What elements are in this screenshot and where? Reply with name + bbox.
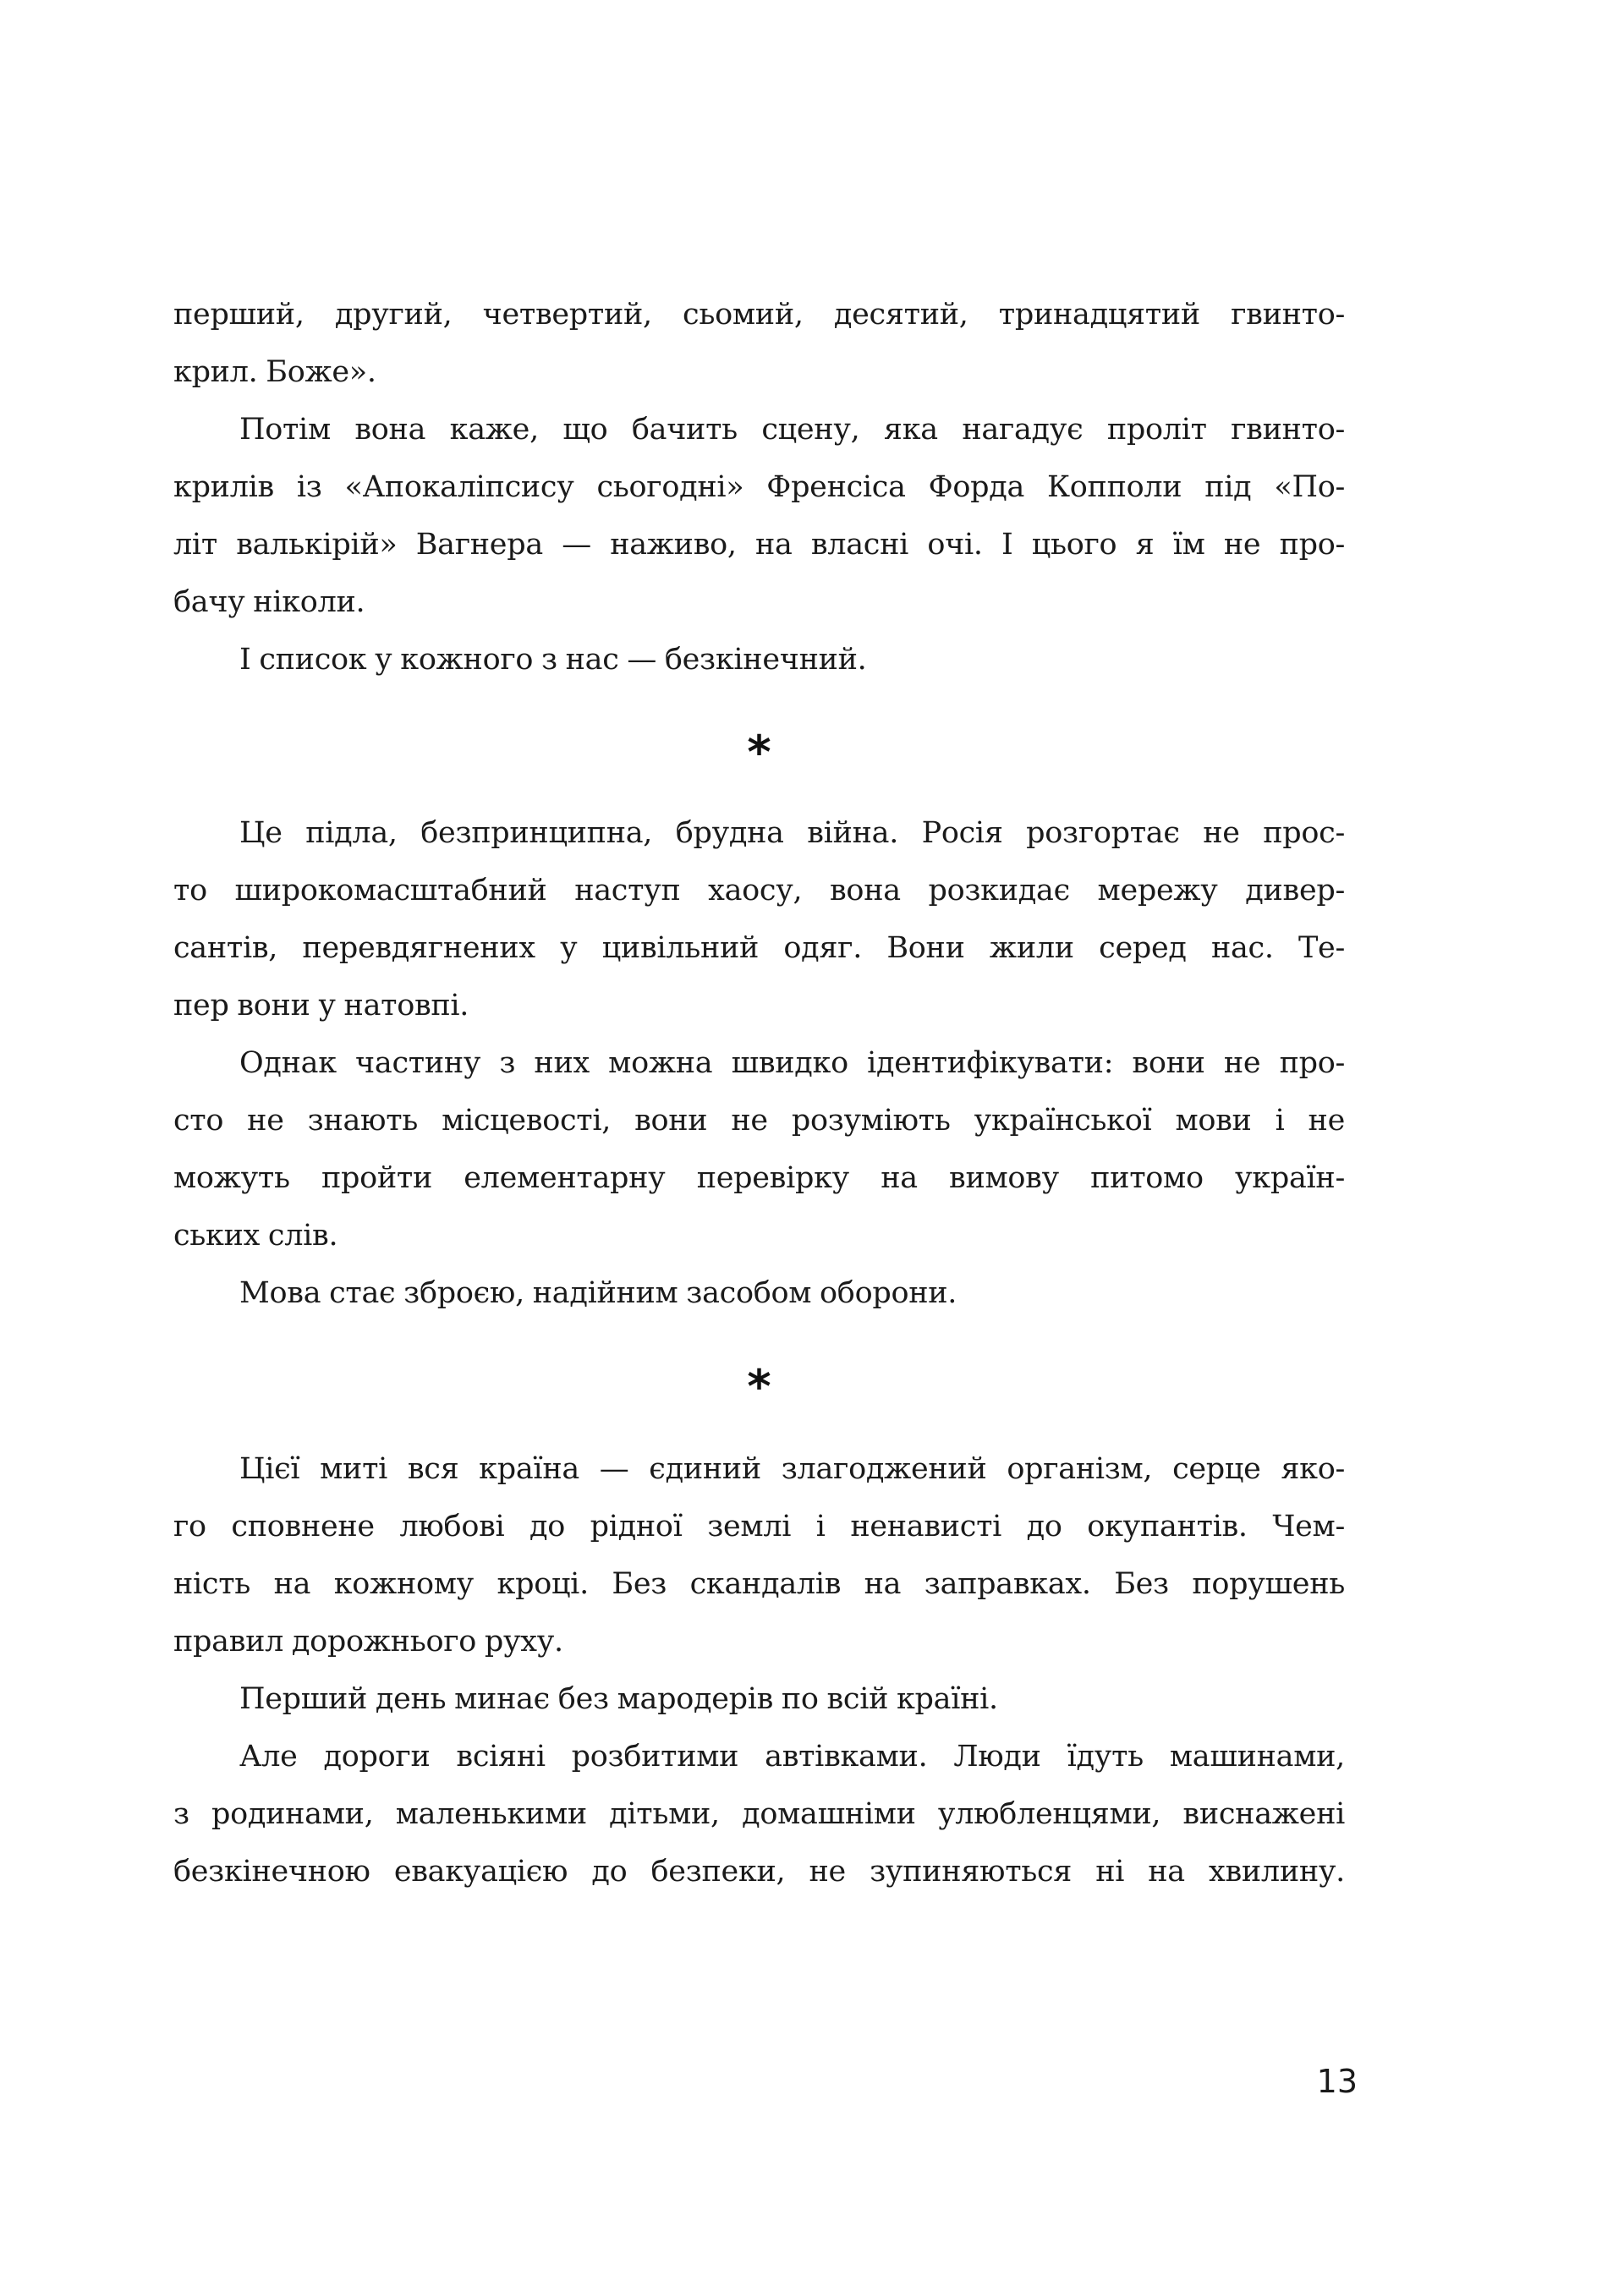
page-number: 13 <box>1316 2063 1358 2100</box>
text-line: правил дорожнього руху. <box>173 1625 563 1659</box>
text-line: ських слів. <box>173 1219 338 1253</box>
text-line: крилів із «Апокаліпсису сьогодні» Френсіса Форда Копполи під «По- <box>173 470 1345 504</box>
text-line: сантів, перевдягнених у цивільний одяг. Вони жили серед нас. Те- <box>173 931 1345 965</box>
paragraph-start-line: Це підла, безпринципна, брудна війна. Росія розгортає не прос- <box>239 816 1345 850</box>
text-line: крил. Боже». <box>173 355 376 389</box>
paragraph-start-line: Потім вона каже, що бачить сцену, яка нагадує проліт гвинто- <box>239 413 1345 447</box>
text-line: бачу ніколи. <box>173 585 365 619</box>
text-line: го сповнене любові до рідної землі і ненависті до окупантів. Чем- <box>173 1510 1345 1543</box>
text-line: перший, другий, четвертий, сьомий, десятий, тринадцятий гвинто- <box>173 298 1345 332</box>
text-line: ність на кожному кроці. Без скандалів на заправках. Без порушень <box>173 1567 1345 1601</box>
text-line: сто не знають місцевості, вони не розуміють української мови і не <box>173 1104 1345 1138</box>
paragraph-start-line: Але дороги всіяні розбитими автівками. Люди їдуть машинами, <box>239 1740 1345 1774</box>
text-line: безкінечною евакуацією до безпеки, не зупиняються ні на хвилину. <box>173 1855 1345 1889</box>
text-line: пер вони у натовпі. <box>173 989 469 1023</box>
section-separator-asterisk-icon: * <box>747 1360 771 1413</box>
paragraph-start-line: Однак частину з них можна швидко ідентифікувати: вони не про- <box>239 1046 1345 1080</box>
paragraph-start-line: Перший день минає без мародерів по всій країні. <box>239 1682 998 1716</box>
text-line: можуть пройти елементарну перевірку на вимову питомо україн- <box>173 1161 1345 1195</box>
paragraph-start-line: І список у кожного з нас — безкінечний. <box>239 643 867 677</box>
text-line: то широкомасштабний наступ хаосу, вона розкидає мережу дивер- <box>173 874 1345 907</box>
paragraph-start-line: Мова стає зброєю, надійним засобом оборони. <box>239 1276 957 1310</box>
text-line: літ валькірій» Вагнера — наживо, на власні очі. І цього я їм не про- <box>173 528 1345 562</box>
paragraph-start-line: Цієї миті вся країна — єдиний злагоджений організм, серце яко- <box>239 1452 1345 1486</box>
text-line: з родинами, маленькими дітьми, домашніми улюбленцями, виснажені <box>173 1797 1345 1831</box>
section-separator-asterisk-icon: * <box>747 726 771 779</box>
